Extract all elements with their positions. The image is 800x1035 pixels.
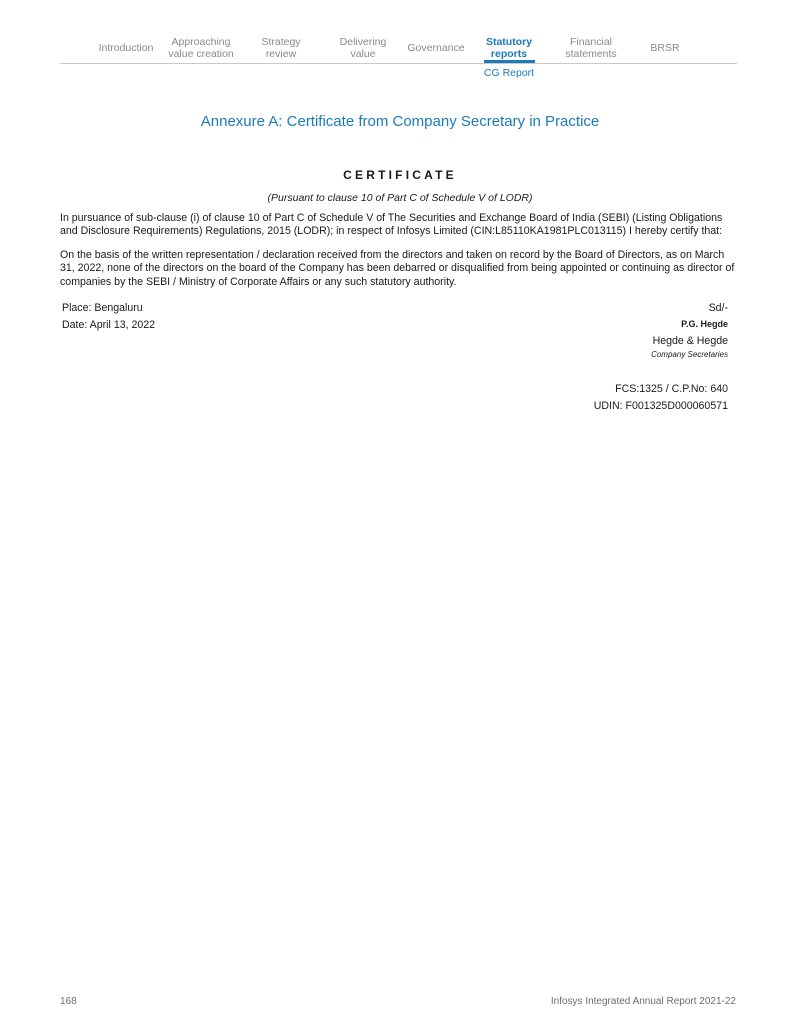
paragraph-pursuance: In pursuance of sub-clause (i) of clause 10 of Part C of Schedule V of The Securities and Exchange Board of India (SEBI) (Listing Obligations and Disclosure Requirements) Regulations, 2015 (LODR); in respect of Infosys Limited (CIN:L85110KA1981PLC013115) I hereby certify that: bbox=[60, 212, 723, 238]
nav-financial-statements[interactable]: Financial statements bbox=[565, 36, 617, 60]
nav-delivering-value[interactable]: Delivering value bbox=[339, 36, 387, 60]
certificate-heading: CERTIFICATE bbox=[343, 168, 457, 182]
nav-introduction[interactable]: Introduction bbox=[98, 42, 154, 54]
certificate-subheading: (Pursuant to clause 10 of Part C of Schedule V of LODR) bbox=[267, 192, 533, 204]
firm-name: Hegde & Hegde bbox=[652, 335, 728, 347]
paragraph-certification: On the basis of the written representation / declaration received from the directors and taken on record by the Board of Directors, as on March 31, 2022, none of the directors on the board of the Company has been debarred or disqualified from being appointed or continuing as director of companies by the SEBI / Ministry of Corporate Affairs or any such statutory authority. bbox=[60, 249, 735, 288]
nav-approaching-value-creation[interactable]: Approaching value creation bbox=[168, 36, 234, 60]
nav-governance[interactable]: Governance bbox=[407, 42, 465, 54]
nav-strategy-review[interactable]: Strategy review bbox=[261, 36, 301, 60]
active-tab-indicator bbox=[484, 60, 535, 63]
nav-statutory-reports[interactable]: Statutory reports bbox=[485, 36, 533, 60]
page-number: 168 bbox=[60, 996, 77, 1007]
annexure-title: Annexure A: Certificate from Company Secretary in Practice bbox=[200, 113, 600, 130]
signature-date: Date: April 13, 2022 bbox=[62, 319, 156, 331]
fcs-number: FCS:1325 / C.P.No: 640 bbox=[615, 383, 728, 395]
nav-brsr[interactable]: BRSR bbox=[650, 42, 680, 54]
report-title: Infosys Integrated Annual Report 2021-22 bbox=[550, 996, 736, 1007]
signature-place: Place: Bengaluru bbox=[62, 302, 143, 314]
subnav-cg-report[interactable]: CG Report bbox=[483, 67, 535, 79]
signer-name: P.G. Hegde bbox=[681, 319, 728, 329]
signature-sd: Sd/- bbox=[708, 302, 728, 314]
udin-number: UDIN: F001325D000060571 bbox=[593, 400, 728, 412]
firm-role: Company Secretaries bbox=[651, 350, 728, 359]
section-nav bbox=[60, 34, 737, 64]
